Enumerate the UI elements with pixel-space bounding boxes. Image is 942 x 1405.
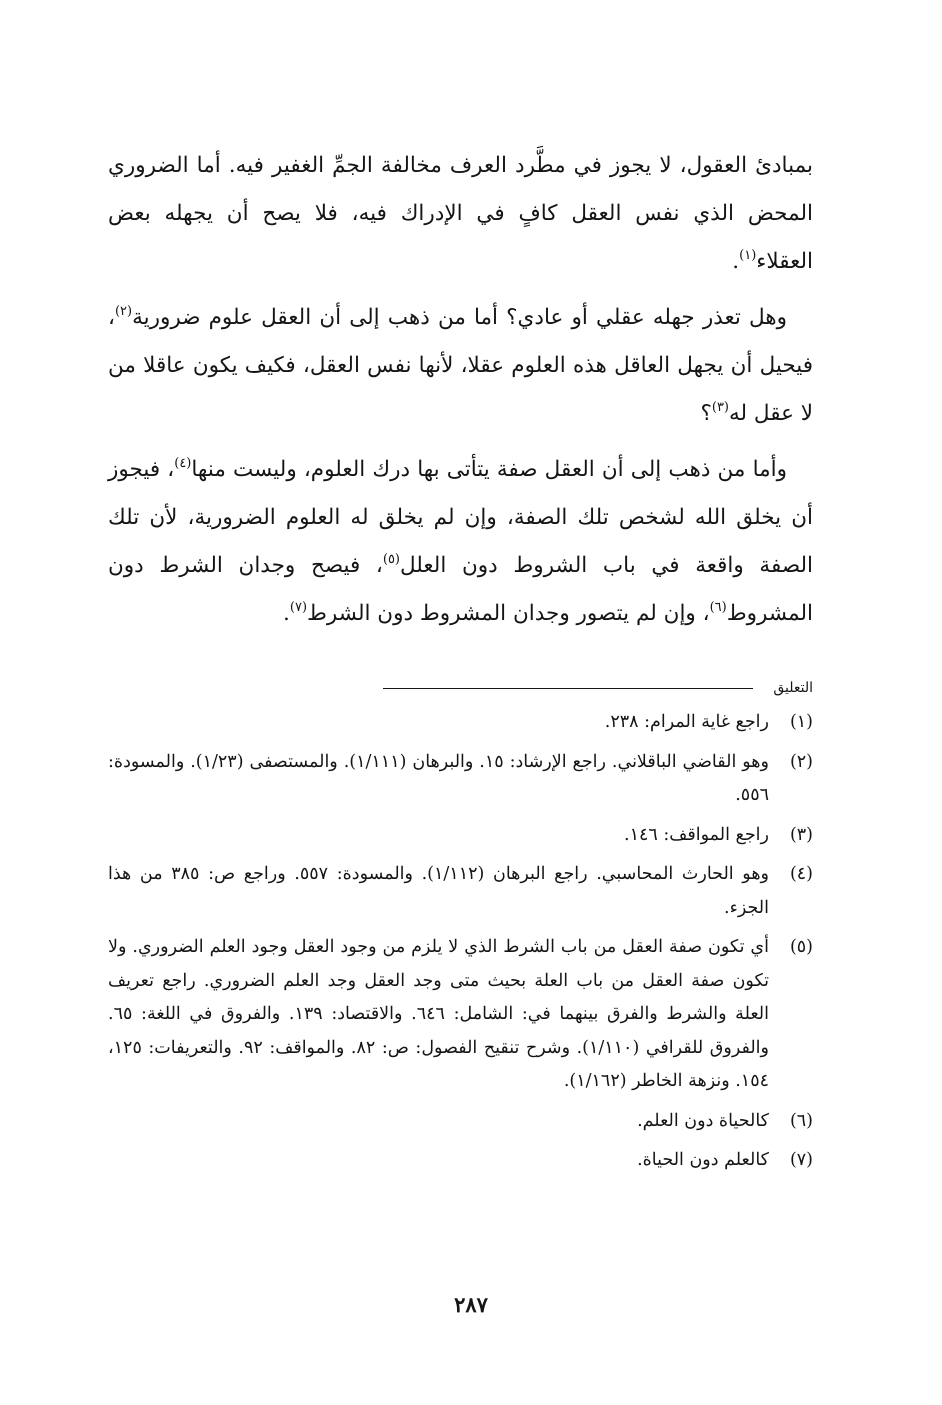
footnote-separator-line <box>383 688 753 689</box>
footnote-number: (٧) <box>789 1150 813 1170</box>
main-body-text <box>108 142 813 646</box>
footnote-number: (١) <box>789 712 813 732</box>
footnote-marker: (٧) <box>289 600 308 615</box>
footnotes-title: التعليق <box>773 680 813 696</box>
footnote-7 <box>108 1144 813 1178</box>
body-text-run: بمبادئ العقول، لا يجوز في مطَّرد العرف مخالفة الجمِّ الغفير فيه. أما الضروري المحض الذي نفس العقل كافٍ في الإدراك فيه، فلا يصح أن يجهله بعض العقلاء <box>108 153 813 274</box>
body-text-run: . <box>732 249 740 274</box>
footnote-marker: (٢) <box>114 304 133 319</box>
footnote-number: (٥) <box>789 937 813 957</box>
footnote-number: (٦) <box>789 1110 813 1131</box>
footnote-text: كالحياة دون العلم. <box>637 1110 769 1131</box>
footnote-text: وهو القاضي الباقلاني. راجع الإرشاد: ١٥. والبرهان (١/١١١). والمستصفى (١/٢٣). والمسودة: ٥٥٦. <box>108 751 769 805</box>
footnote-text: راجع غاية المرام: ٢٣٨. <box>604 712 769 732</box>
footnote-number: (٣) <box>789 824 813 845</box>
page-number: ٢٨٧ <box>454 1292 488 1317</box>
body-text-run: ، فيجوز أن يخلق الله لشخص تلك الصفة، وإن لم يخلق له العلوم الضرورية، لأن تلك الصفة واقعة في باب الشروط دون العلل <box>108 457 814 578</box>
footnote-text: كالعلم دون الحياة. <box>637 1150 769 1170</box>
footnote-marker: (١) <box>739 248 757 263</box>
body-paragraph-1 <box>108 142 813 286</box>
body-text-run: ، وإن لم يتصور وجدان المشروط دون الشرط <box>307 601 710 626</box>
footnote-number: (٤) <box>789 864 813 884</box>
body-text-run: وأما من ذهب إلى أن العقل صفة يتأتى بها درك العلوم، وليست منها <box>191 457 787 482</box>
footnote-marker: (٥) <box>382 552 400 567</box>
footnotes-list <box>108 706 813 1184</box>
body-paragraph-3 <box>108 446 813 638</box>
footnote-text: وهو الحارث المحاسبي. راجع البرهان (١/١١٢). والمسودة: ٥٥٧. وراجع ص: ٣٨٥ من هذا الجزء. <box>108 864 769 918</box>
footnotes-header <box>383 676 813 706</box>
footnote-3 <box>108 819 813 853</box>
body-text-run: . <box>283 601 290 626</box>
footnote-marker: (٦) <box>709 600 727 615</box>
body-paragraph-2 <box>108 294 813 438</box>
footnote-4 <box>108 858 813 925</box>
footnote-text: راجع المواقف: ١٤٦. <box>624 824 769 845</box>
body-text-run: ؟ <box>700 401 712 426</box>
footnote-5 <box>108 931 813 1099</box>
body-text-run: ، فيصح وجدان الشرط دون المشروط <box>108 553 813 626</box>
body-text-run: وهل تعذر جهله عقلي أو عادي؟ أما من ذهب إلى أن العقل علوم ضرورية <box>132 305 787 330</box>
footnote-marker: (٣) <box>711 400 729 415</box>
body-text-run: ، فيحيل أن يجهل العاقل هذه العلوم عقلا، لأنها نفس العقل، فكيف يكون عاقلا من لا عقل له <box>108 305 813 426</box>
footnote-marker: (٤) <box>174 456 192 471</box>
footnote-text: أي تكون صفة العقل من باب الشرط الذي لا يلزم من وجود العقل وجود العلم الضروري. ولا تكون صفة العقل من باب العلة بحيث متى وجد العقل وجد العلم الضروري. راجع تعريف العلة والشرط والفرق بينهما في: الشامل: ٦٤٦. والاقتصاد: ١٣٩. والفروق في اللغة: ٦٥. والفروق للقرافي (١/١١٠). وشرح تنقيح الفصول: ص: ٨٢. والمواقف: ٩٢. والتعريفات: ١٢٥، ١٥٤. ونزهة الخاطر (١/١٦٢). <box>108 937 769 1091</box>
footnote-6 <box>108 1105 813 1139</box>
footnote-1 <box>108 706 813 740</box>
footnote-2 <box>108 746 813 813</box>
footnote-number: (٢) <box>789 751 813 772</box>
